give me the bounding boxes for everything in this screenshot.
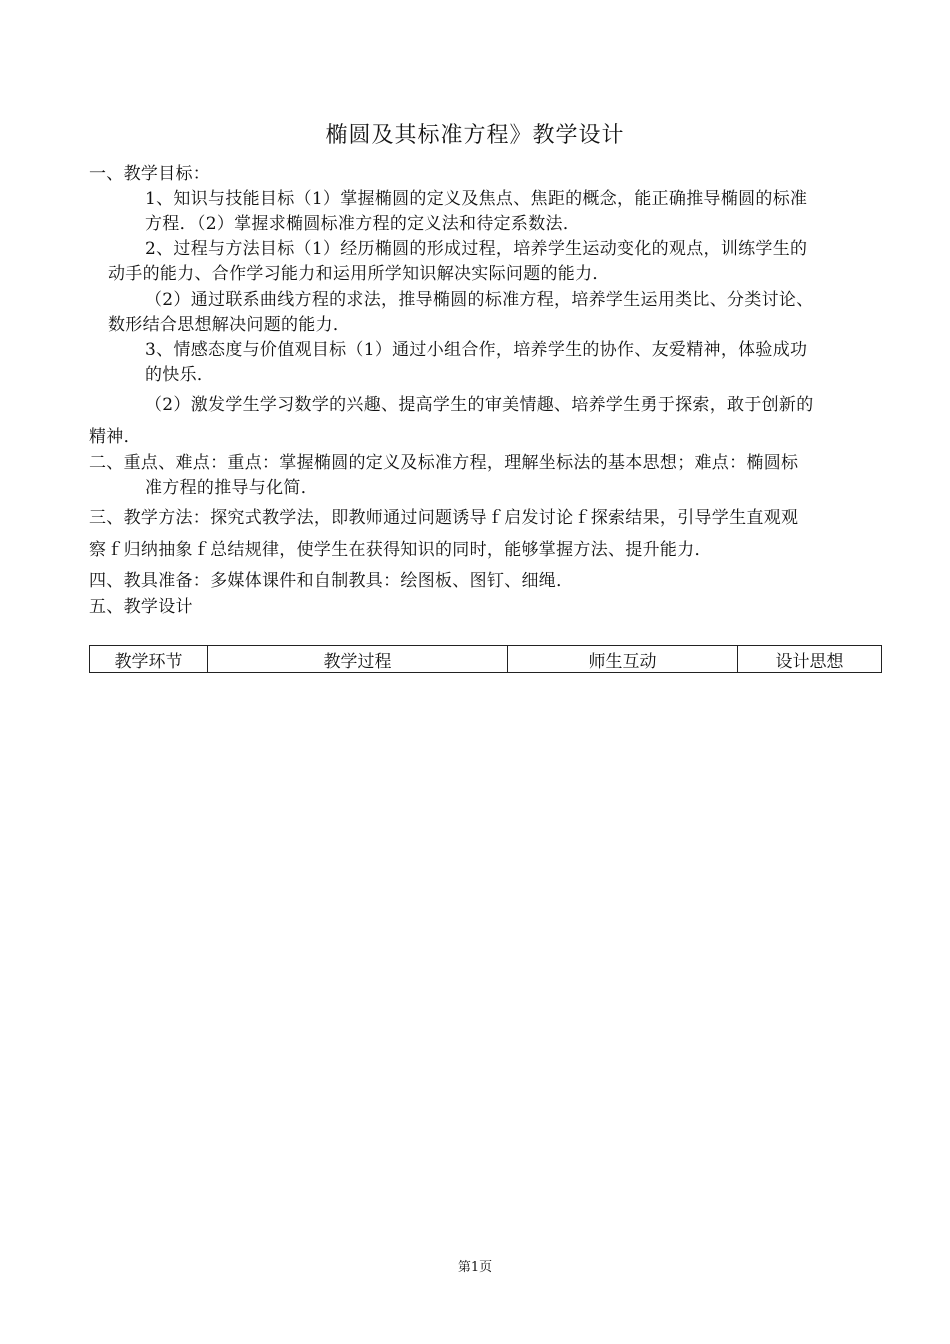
section-1-heading: 一、教学目标： [89,164,211,184]
goal-2-line-2: 动手的能力、合作学习能力和运用所学知识解决实际问题的能力． [108,264,610,284]
goal-3-line-1: 3、情感态度与价值观目标（1）通过小组合作，培养学生的协作、友爱精神，体验成功 [145,340,808,360]
section-3-line-1: 三、教学方法：探究式教学法，即教师通过问题诱导ｆ启发讨论ｆ探索结果，引导学生直观观 [89,508,799,528]
goal-2-line-1: 2、过程与方法目标（1）经历椭圆的形成过程，培养学生运动变化的观点，训练学生的 [145,239,808,259]
section-2-line-1: 二、重点、难点：重点：掌握椭圆的定义及标准方程，理解坐标法的基本思想；难点：椭圆标 [89,453,799,473]
goal-3-line-2: 的快乐． [145,365,215,385]
goal-1-line-2: 方程．（2）掌握求椭圆标准方程的定义法和待定系数法． [145,214,581,234]
goal-2-line-4: 数形结合思想解决问题的能力． [108,315,351,335]
document-title: 椭圆及其标准方程》教学设计 [325,123,625,148]
goal-3-line-3: （2）激发学生学习数学的兴趣、提高学生的审美情趣、培养学生勇于探索，敢于创新的 [145,395,814,415]
header-teacher-student-interaction: 师生互动 [508,646,738,673]
page-number: 第1页 [457,1260,493,1275]
header-teaching-stage: 教学环节 [90,646,208,673]
header-teaching-process: 教学过程 [208,646,508,673]
goal-1-line-1: 1、知识与技能目标（1）掌握椭圆的定义及焦点、焦距的概念，能正确推导椭圆的标准 [145,189,808,209]
section-3-line-2: 察ｆ归纳抽象ｆ总结规律，使学生在获得知识的同时，能够掌握方法、提升能力． [89,540,712,560]
section-4-line-1: 四、教具准备：多媒体课件和自制教具：绘图板、图钉、细绳． [89,571,574,591]
section-2-line-2: 准方程的推导与化简． [145,478,318,498]
goal-3-line-4: 精神． [89,427,141,447]
teaching-design-table [89,645,882,673]
goal-2-line-3: （2）通过联系曲线方程的求法，推导椭圆的标准方程，培养学生运用类比、分类讨论、 [145,290,814,310]
table-header-row [90,646,882,673]
section-5-heading: 五、教学设计 [89,597,193,617]
header-design-idea: 设计思想 [738,646,882,673]
